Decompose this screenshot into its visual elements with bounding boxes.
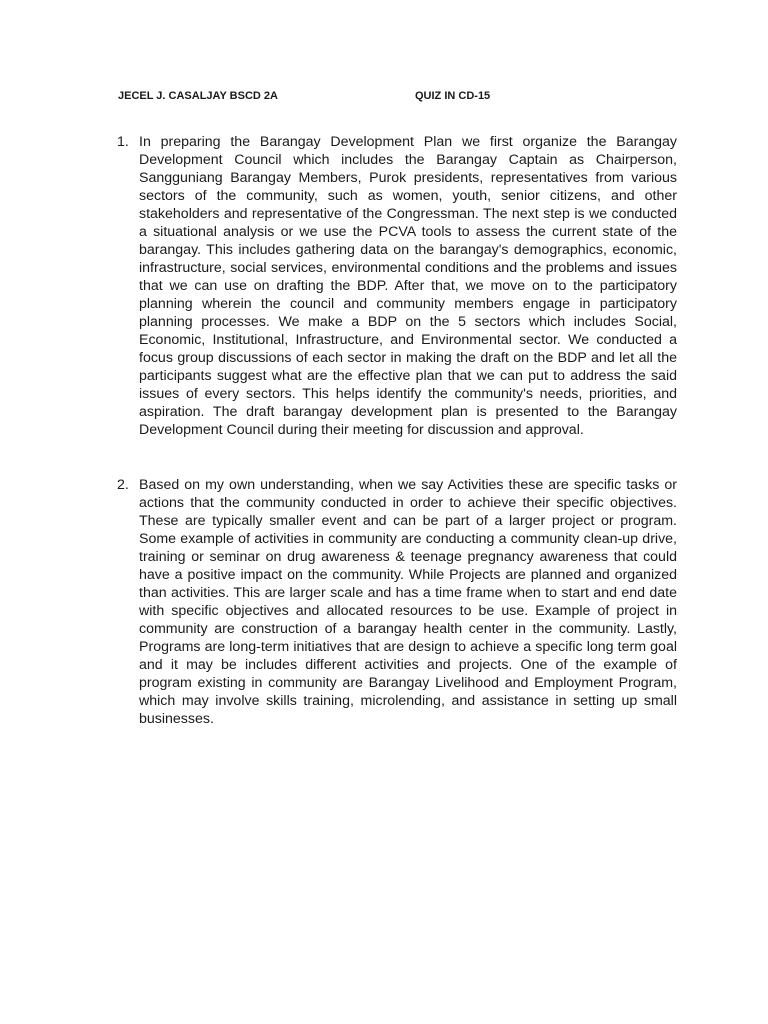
item-number: 2. (117, 477, 129, 493)
student-name-label: JECEL J. CASALJAY BSCD 2A (118, 90, 278, 102)
answer-text: Based on my own understanding, when we say Activities these are specific tasks or actions that the community conducted in order to achieve their specific objectives. These are typically smaller event and can be part of a larger project or program. Some example of activities in community are conducting a community clean-up drive, training or seminar on drug awareness & teenage pregnancy awareness that could have a positive impact on the community. While Projects are planned and organized than activities. This are larger scale and has a time frame when to start and end date with specific objectives and allocated resources to be use. Example of project in community are construction of a barangay health center in the community. Lastly, Programs are long-term initiatives that are design to achieve a specific long term goal and it may be includes different activities and projects. One of the example of program existing in community are Barangay Livelihood and Employment Program, which may involve skills training, microlending, and assistance in setting up small businesses. (139, 477, 677, 727)
item-number: 1. (117, 134, 129, 150)
answer-item-1 (117, 133, 677, 439)
quiz-title: QUIZ IN CD-15 (415, 90, 491, 102)
answer-list (117, 133, 677, 728)
answer-item-2 (117, 476, 677, 728)
document-header (118, 90, 678, 106)
answer-text: In preparing the Barangay Development Plan we first organize the Barangay Development Council which includes the Barangay Captain as Chairperson, Sangguniang Barangay Members, Purok presidents, representatives from various sectors of the community, such as women, youth, senior citizens, and other stakeholders and representative of the Congressman. The next step is we conducted a situational analysis or we use the PCVA tools to assess the current state of the barangay. This includes gathering data on the barangay's demographics, economic, infrastructure, social services, environmental conditions and the problems and issues that we can use on drafting the BDP. After that, we move on to the participatory planning wherein the council and community members engage in participatory planning processes. We make a BDP on the 5 sectors which includes Social, Economic, Institutional, Infrastructure, and Environmental sector. We conducted a focus group discussions of each sector in making the draft on the BDP and let all the participants suggest what are the effective plan that we can put to address the said issues of every sectors. This helps identify the community's needs, priorities, and aspiration. The draft barangay development plan is presented to the Barangay Development Council during their meeting for discussion and approval. (139, 134, 677, 438)
